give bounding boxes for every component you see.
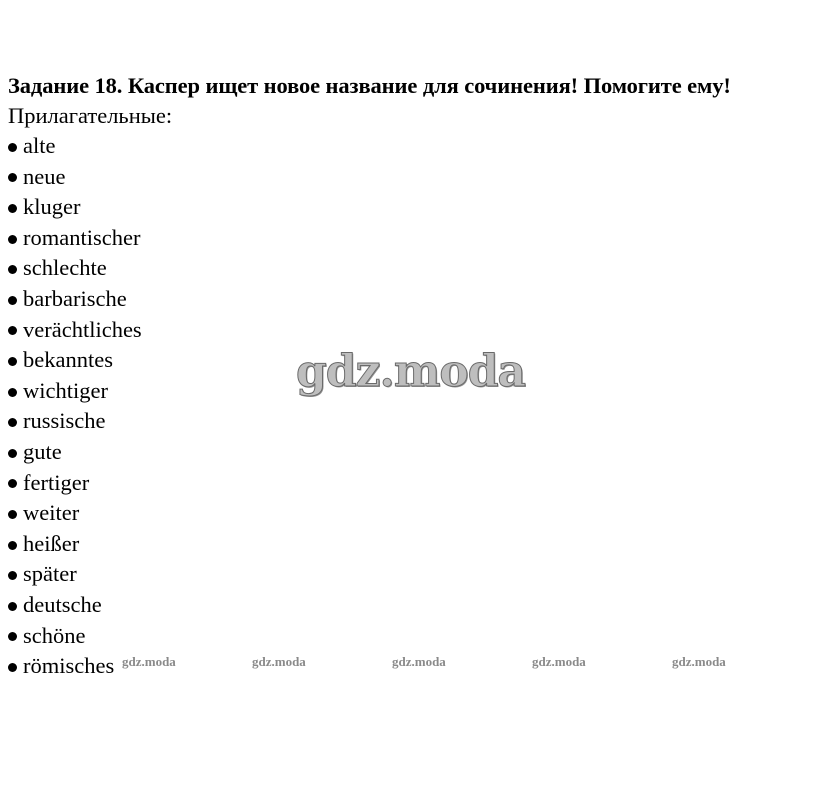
- adjective-word: verächtliches: [23, 316, 142, 342]
- adjective-word: heißer: [23, 530, 80, 556]
- watermark-small: gdz.moda: [392, 654, 446, 669]
- list-item: [8, 253, 142, 284]
- list-item: [8, 621, 142, 652]
- bullet-dot-icon: [8, 418, 17, 427]
- list-item: [8, 376, 142, 407]
- adjective-word: barbarische: [23, 285, 127, 311]
- bullet-dot-icon: [8, 326, 17, 335]
- list-item: [8, 468, 142, 499]
- bullet-dot-icon: [8, 143, 17, 152]
- adjective-word: gute: [23, 438, 62, 464]
- adjective-word: römisches: [23, 653, 115, 679]
- adjective-word: schöne: [23, 622, 86, 648]
- adjective-word: wichtiger: [23, 377, 108, 403]
- list-item: [8, 559, 142, 590]
- list-item: [8, 437, 142, 468]
- watermark-main: gdz.moda: [296, 346, 526, 397]
- adjective-list: [8, 131, 142, 682]
- bullet-dot-icon: [8, 449, 17, 458]
- bullet-dot-icon: [8, 296, 17, 305]
- bullet-dot-icon: [8, 602, 17, 611]
- list-item: [8, 345, 142, 376]
- list-item: [8, 590, 142, 621]
- adjective-word: bekanntes: [23, 347, 113, 373]
- list-item: [8, 162, 142, 193]
- list-item: [8, 131, 142, 162]
- adjective-word: alte: [23, 133, 56, 158]
- bullet-dot-icon: [8, 479, 17, 488]
- adjective-word: romantischer: [23, 224, 141, 250]
- watermark-small: gdz.moda: [122, 654, 176, 669]
- list-item: [8, 315, 142, 346]
- bullet-dot-icon: [8, 235, 17, 244]
- bullet-dot-icon: [8, 510, 17, 519]
- adjective-word: weiter: [23, 500, 80, 526]
- list-item: [8, 406, 142, 437]
- bullet-dot-icon: [8, 357, 17, 366]
- adjective-word: schlechte: [23, 255, 107, 281]
- list-item: [8, 192, 142, 223]
- bullet-dot-icon: [8, 632, 17, 641]
- watermark-small: gdz.moda: [672, 654, 726, 669]
- adjective-word: später: [23, 561, 77, 587]
- list-item: [8, 223, 142, 254]
- watermark-small: gdz.moda: [532, 654, 586, 669]
- adjective-word: deutsche: [23, 591, 102, 617]
- adjective-word: fertiger: [23, 469, 90, 495]
- list-item: [8, 529, 142, 560]
- bullet-dot-icon: [8, 204, 17, 213]
- bullet-dot-icon: [8, 265, 17, 274]
- section-label-adjectives: Прилагательные:: [8, 103, 173, 128]
- list-item: [8, 284, 142, 315]
- bullet-dot-icon: [8, 571, 17, 580]
- adjective-word: kluger: [23, 194, 81, 220]
- bullet-dot-icon: [8, 541, 17, 550]
- bullet-dot-icon: [8, 663, 17, 672]
- bullet-dot-icon: [8, 388, 17, 397]
- adjective-word: neue: [23, 163, 66, 189]
- list-item: [8, 498, 142, 529]
- task-title: Задание 18. Каспер ищет новое название для сочинения! Помогите ему!: [8, 73, 731, 98]
- watermark-small: gdz.moda: [252, 654, 306, 669]
- bullet-dot-icon: [8, 173, 17, 182]
- adjective-word: russische: [23, 408, 106, 434]
